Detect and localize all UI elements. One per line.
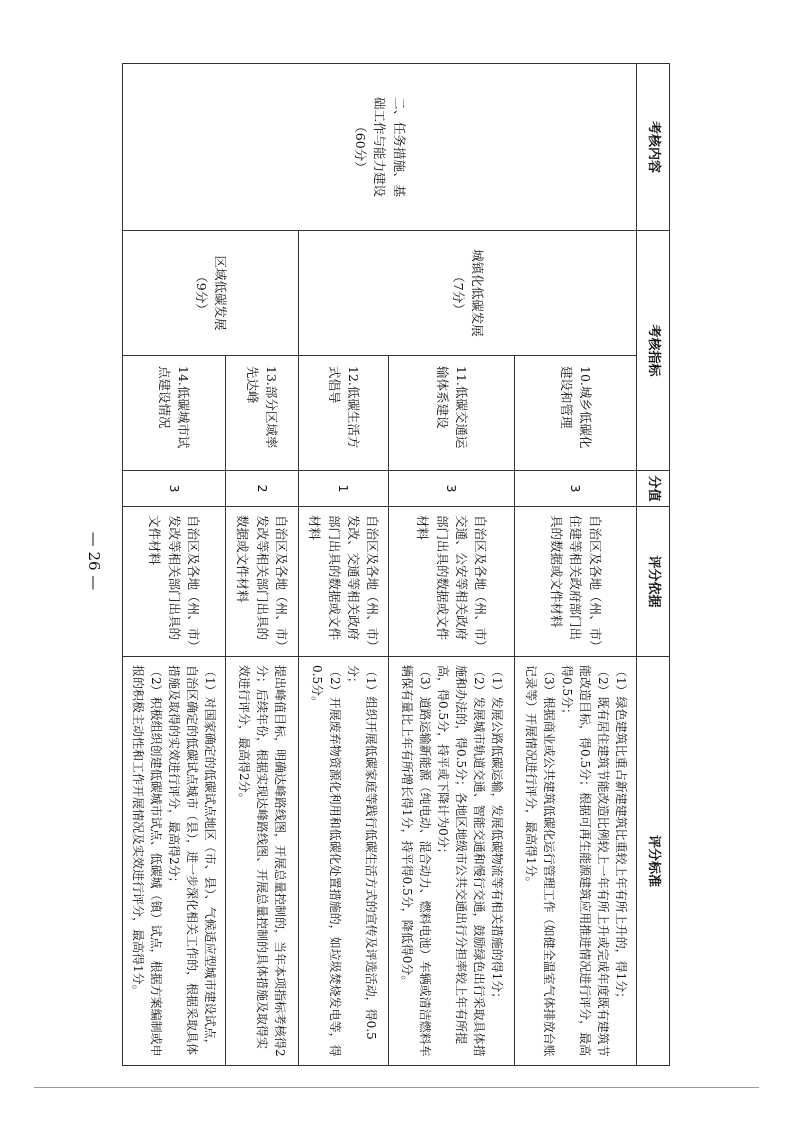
header-indicator: 考核指标 bbox=[637, 231, 670, 471]
header-basis: 评分依据 bbox=[637, 507, 670, 657]
basis-cell: 自治区及各地（州、市）发改等相关部门出具的数据或文件材料 bbox=[226, 507, 299, 657]
header-row bbox=[637, 64, 670, 1066]
indicator-cell: 10.城乡低碳化建设和管理 bbox=[515, 356, 637, 471]
category-name: 二、任务措施、基础工作与能力建设 bbox=[372, 96, 407, 197]
assessment-table bbox=[122, 63, 670, 1066]
basis-cell: 自治区及各地（州、市）住建等相关政府部门出具的数据或文件材料 bbox=[515, 507, 637, 657]
standard-cell bbox=[389, 657, 515, 1066]
standard-line: （3）根据商业或公共建筑低碳化运行管理工作（如健全温室气体排放台账记录等）开展情况进行评分，最高得1分。 bbox=[523, 665, 556, 1057]
standard-line: （1）发展公路低碳运输，发展低碳物流等有相关措施的得1分； bbox=[489, 665, 504, 1005]
group-cell-urban bbox=[299, 231, 637, 356]
standard-cell bbox=[299, 657, 389, 1066]
score-cell: 3 bbox=[123, 471, 226, 507]
header-standard: 评分标准 bbox=[637, 657, 670, 1066]
indicator-cell: 11.低碳交通运输体系建设 bbox=[389, 356, 515, 471]
standard-line: （3）道路运输新能源（纯电动、混合动力、燃料电池）车辆或清洁燃料车辆保有量比上年有所增长得1分，持平得0.5分，降低得0分。 bbox=[399, 665, 432, 1057]
standard-line: （1）绿色建筑比重占新建建筑比重较上年有所上升的，得1分； bbox=[613, 665, 628, 1005]
standard-cell bbox=[226, 657, 299, 1066]
standard-line: （1）组织开展低碳家庭等践行低碳生活方式的宣传及评选活动，得0.5分； bbox=[345, 665, 378, 1040]
header-content: 考核内容 bbox=[637, 64, 670, 231]
footer-divider bbox=[34, 1087, 759, 1088]
indicator-cell: 12.低碳生活方式倡导 bbox=[299, 356, 389, 471]
basis-cell: 自治区及各地（州、市）发改、交通等相关政府部门出具的数据或文件材料 bbox=[299, 507, 389, 657]
score-cell: 3 bbox=[389, 471, 515, 507]
indicator-cell: 13.部分区域率先达峰 bbox=[226, 356, 299, 471]
category-cell bbox=[123, 64, 637, 231]
standard-line: （2）积极组织创建低碳城市试点、低碳城（镇）试点，根据方案编制或申报的积极主动性和工作开展情况及实效进行评分，最高得1分。 bbox=[131, 665, 164, 1057]
group-name: 城镇化低碳发展 bbox=[469, 249, 485, 337]
standard-line: （2）发展城市轨道交通、智能交通和慢行交通，鼓励绿色出行采取具体措施和办法的，得0.5分；各地区地级市公共交通出行分担率较上年有所提高，得0.5分，持平或下降计为0分； bbox=[435, 665, 486, 1057]
standard-line: 提出峰值目标，明确达峰路线图，开展总量控制的，当年本项指标考核得2分；后续年份，根据实现达峰路线图、开展总量控制的具体措施及取得实效进行评分，最高得2分。 bbox=[237, 665, 288, 1057]
score-cell: 2 bbox=[226, 471, 299, 507]
standard-line: （2）既有居住建筑节能改造比例较上一年有所上升或完成年度既有建筑节能改造目标，得0.5分；根据可再生能源建筑应用推进情况进行评分，最高得0.5分； bbox=[559, 665, 610, 1057]
score-cell: 1 bbox=[299, 471, 389, 507]
standard-cell bbox=[123, 657, 226, 1066]
category-points: （60分） bbox=[352, 120, 368, 174]
indicator-cell: 14.低碳城市试点建设情况 bbox=[123, 356, 226, 471]
score-cell: 3 bbox=[515, 471, 637, 507]
header-score: 分值 bbox=[637, 471, 670, 507]
table-row bbox=[515, 64, 637, 1066]
assessment-table-rotated bbox=[122, 63, 670, 1065]
group-points: （7分） bbox=[450, 270, 466, 316]
standard-line: （1）对国家确定的低碳试点地区（市、县）、气候适应型城市建设试点，自治区确定的低碳试点城市（县），进一步深化相关工作的，根据采取具体措施及取得的实效进行评分，最高得2分； bbox=[167, 665, 218, 1056]
standard-line: （2）开展废弃物资源化利用和低碳化处置措施的，如垃圾焚烧发电等，得0.5分。 bbox=[309, 665, 342, 1057]
page-number: — 26 — bbox=[85, 531, 103, 591]
basis-cell: 自治区及各地（州、市）发改等相关部门出具的文件材料 bbox=[123, 507, 226, 657]
group-cell-regional bbox=[123, 231, 299, 356]
standard-cell bbox=[515, 657, 637, 1066]
group-points: （9分） bbox=[193, 270, 209, 316]
basis-cell: 自治区及各地（州、市）交通、公安等相关政府部门出具的数据或文件材料 bbox=[389, 507, 515, 657]
group-name: 区域低碳发展 bbox=[212, 255, 228, 331]
